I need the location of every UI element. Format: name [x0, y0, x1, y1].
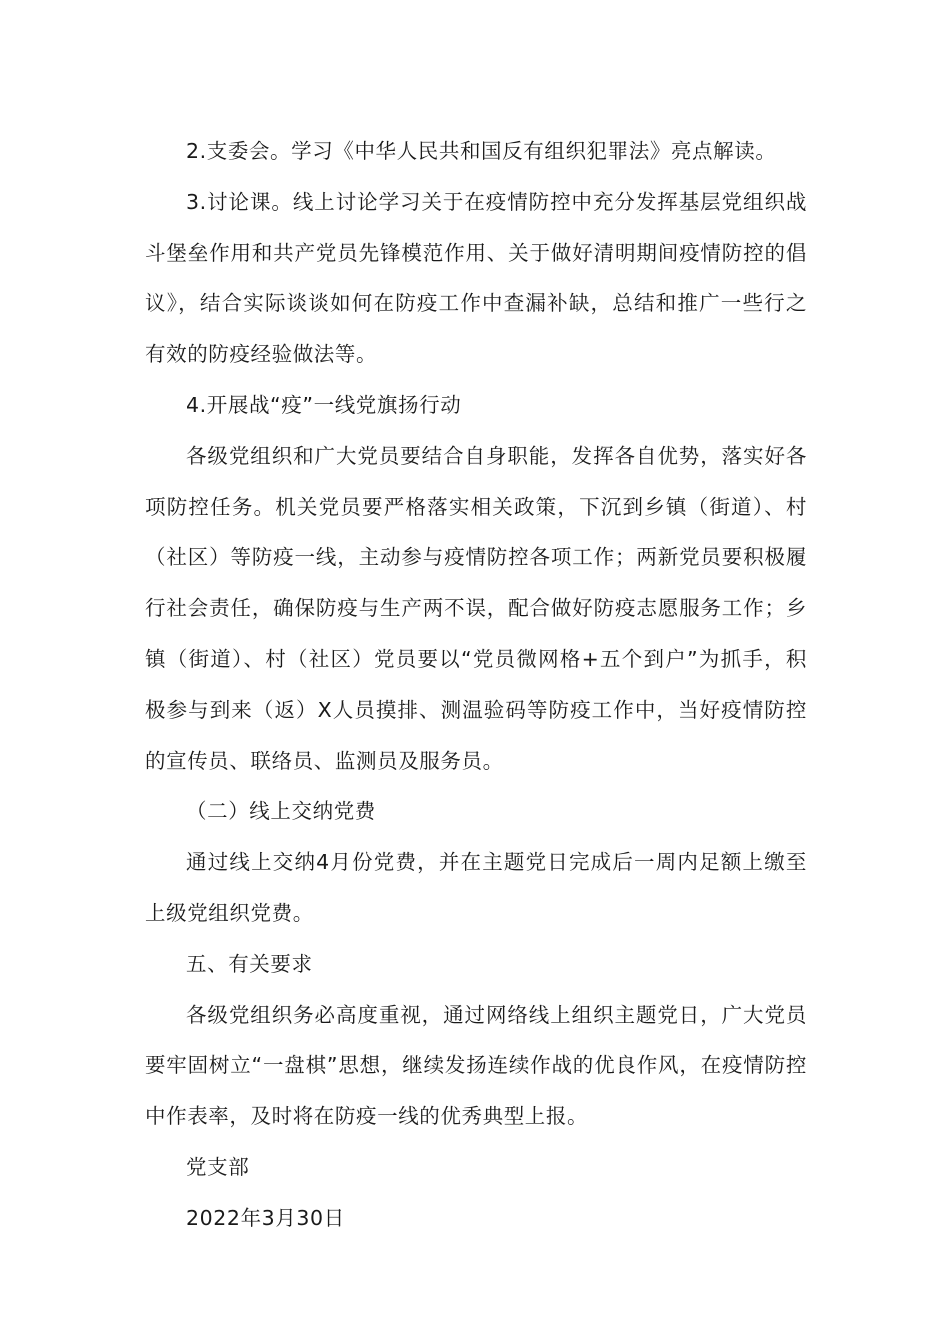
- section-heading-online-dues: （二）线上交纳党费: [186, 799, 376, 824]
- paragraph-item-4-flag-action: 4.开展战“疫”一线党旗扬行动: [186, 392, 462, 417]
- document-body: [145, 126, 807, 1244]
- section-heading-requirements: 五、有关要求: [186, 951, 313, 976]
- paragraph-item-3-discussion: 3.讨论课。线上讨论学习关于在疫情防控中充分发挥基层党组织战斗堡垒作用和共产党员先锋模范作用、关于做好清明期间疫情防控的倡议》，结合实际谈谈如何在防疫工作中查漏补缺，总结和推广一些行之有效的防疫经验做法等。: [145, 189, 807, 367]
- paragraph-item-2-committee: 2.支委会。学习《中华人民共和国反有组织犯罪法》亮点解读。: [186, 139, 777, 163]
- signature-organization: 党支部: [186, 1154, 250, 1179]
- paragraph-online-dues: 通过线上交纳4月份党费，并在主题党日完成后一周内足额上缴至上级党组织党费。: [145, 850, 807, 925]
- signature-date: 2022年3月30日: [186, 1205, 345, 1230]
- paragraph-requirements: 各级党组织务必高度重视，通过网络线上组织主题党日，广大党员要牢固树立“一盘棋”思想，继续发扬连续作战的优良作风，在疫情防控中作表率，及时将在防疫一线的优秀典型上报。: [145, 1002, 807, 1129]
- paragraph-party-duties: 各级党组织和广大党员要结合自身职能，发挥各自优势，落实好各项防控任务。机关党员要严格落实相关政策，下沉到乡镇（街道）、村（社区）等防疫一线，主动参与疫情防控各项工作；两新党员要积极履行社会责任，确保防疫与生产两不误，配合做好防疫志愿服务工作；乡镇（街道）、村（社区）党员要以“党员微网格+五个到户”为抓手，积极参与到来（返）X人员摸排、测温验码等防疫工作中，当好疫情防控的宣传员、联络员、监测员及服务员。: [145, 443, 807, 773]
